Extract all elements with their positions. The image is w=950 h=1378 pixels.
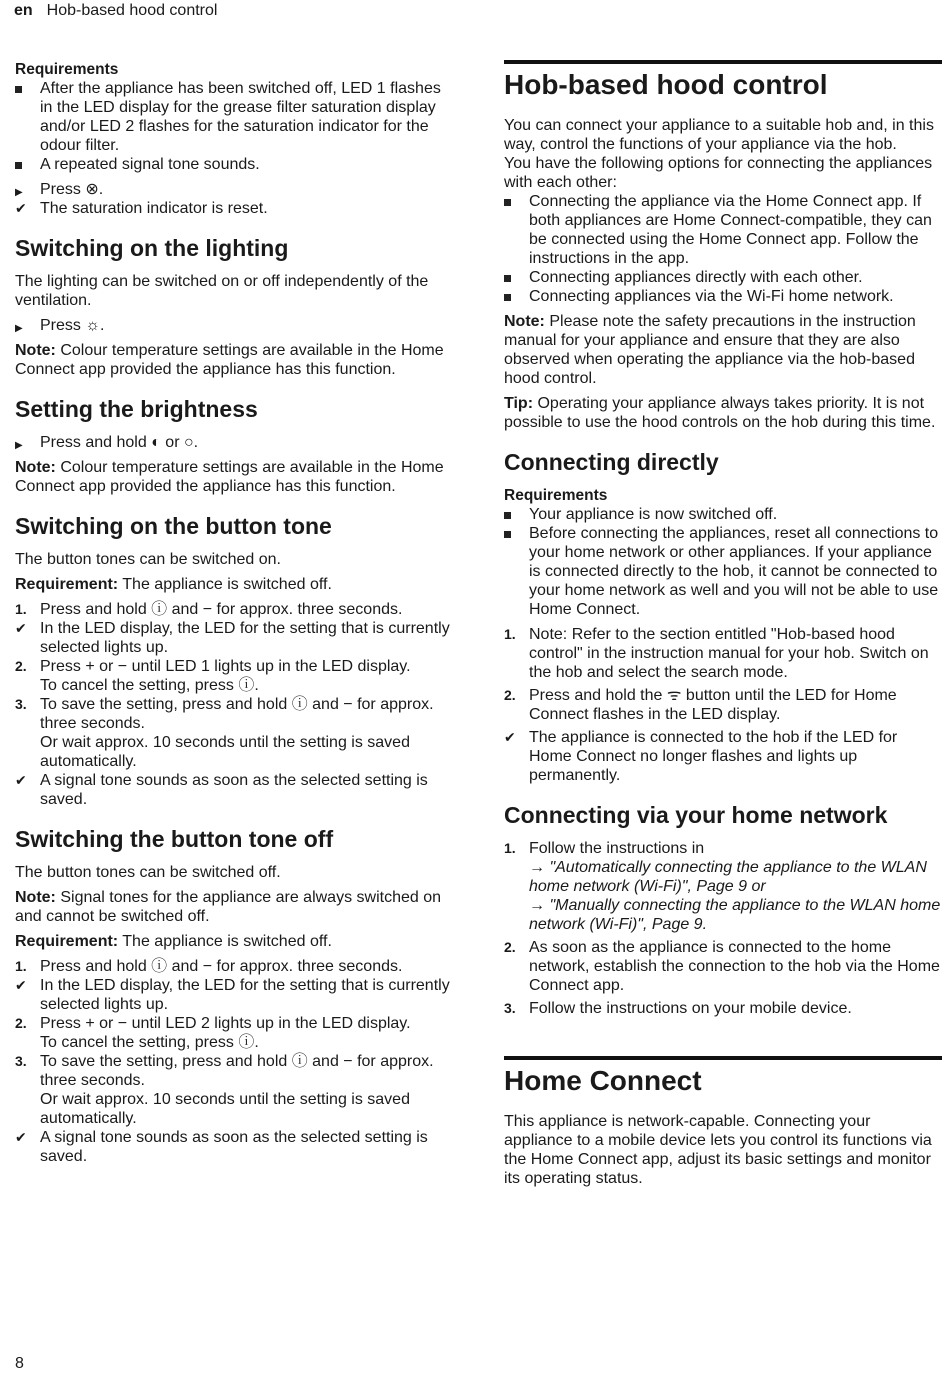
list-item: Connecting appliances directly with each other. [504, 268, 942, 287]
note-colour-2: Note: Colour temperature settings are available in the Home Connect app provided the appliance has this function. [15, 459, 444, 495]
requirements-label: Requirements [15, 61, 119, 78]
requirement-line-2: Requirement: The appliance is switched off. [15, 933, 332, 950]
right-column [504, 60, 942, 1194]
tone-off-text: The button tones can be switched off. [15, 864, 281, 881]
intro-text-1: You can connect your appliance to a suitable hob and, in this way, control the functions of your appliance via the hob. [504, 117, 934, 153]
left-column [15, 60, 455, 1172]
arrow-icon: ▶ [15, 440, 23, 451]
note-signal: Note: Signal tones for the appliance are always switched on and cannot be switched off. [15, 889, 442, 925]
check-icon: ✔ [15, 200, 27, 216]
step-item: 2. Press + or − until LED 1 lights up in the LED display. [15, 658, 411, 675]
step-item: ✔ A signal tone sounds as soon as the selected setting is saved. [15, 772, 428, 808]
step-item: ✔ A signal tone sounds as soon as the selected setting is saved. [15, 1129, 428, 1165]
step-item: Or wait approx. 10 seconds until the setting is saved automatically. [40, 734, 410, 770]
list-item: Before connecting the appliances, reset all connections to your home network or other appliances. If your appliance is connected directly to the hob, it cannot be connected to your home network as well and you will not be able to use Home Connect. [504, 524, 942, 619]
step-item: 2. Press + or − until LED 2 lights up in the LED display. [15, 1015, 411, 1032]
section-title-direct: Connecting directly [504, 449, 719, 475]
section-title-brightness: Setting the brightness [15, 396, 258, 422]
result-step: ✔ The saturation indicator is reset. [15, 200, 268, 217]
step-item: To cancel the setting, press ⓘ. [40, 1034, 259, 1051]
tone-off-steps [15, 957, 455, 1166]
cross-reference-link[interactable]: → "Automatically connecting the appliance to the WLAN home network (Wi-Fi)", Page 9 or [529, 859, 927, 895]
bullet-icon [504, 524, 526, 543]
direct-requirements [504, 505, 942, 619]
step-item: Or wait approx. 10 seconds until the setting is saved automatically. [40, 1091, 410, 1127]
check-icon: ✔ [504, 729, 516, 745]
section-title-tone-on: Switching on the button tone [15, 513, 332, 539]
list-item: Your appliance is now switched off. [504, 505, 942, 524]
tip-priority: Tip: Operating your appliance always takes priority. It is not possible to use the hood controls on the hob during this time. [504, 395, 936, 431]
step-item: 1. Press and hold ⓘ and − for approx. three seconds. [15, 958, 403, 975]
options-list [504, 192, 942, 306]
step-item: ✔ The appliance is connected to the hob if the LED for Home Connect no longer flashes and lights up permanently. [504, 729, 898, 784]
step-item: To cancel the setting, press ⓘ. [40, 677, 259, 694]
step-item: 2. As soon as the appliance is connected to the home network, establish the connection to the hob via the Home Connect app. [504, 939, 940, 994]
lighting-text: The lighting can be switched on or off independently of the ventilation. [15, 273, 429, 309]
section-title-tone-off: Switching the button tone off [15, 826, 334, 852]
step-item: ✔ In the LED display, the LED for the setting that is currently selected lights up. [15, 620, 450, 656]
section-title-lighting: Switching on the lighting [15, 235, 289, 261]
action-step: ▶ Press and hold ◐ or ○. [15, 433, 455, 452]
note-safety: Note: Please note the safety precautions in the instruction manual for your appliance and ensure that they are also observed when operating the appliance via the hob-based hood control. [504, 313, 916, 387]
step-item: 3. Follow the instructions on your mobile device. [504, 1000, 852, 1017]
bullet-icon [504, 505, 526, 524]
check-icon: ✔ [15, 620, 27, 636]
requirements-label: Requirements [504, 487, 608, 504]
check-icon: ✔ [15, 1129, 27, 1145]
check-icon: ✔ [15, 977, 27, 993]
home-connect-text: This appliance is network-capable. Connecting your appliance to a mobile device lets you control its functions via the Home Connect app, adjust its basic settings and monitor its operating status. [504, 1113, 932, 1187]
requirements-list [15, 79, 455, 174]
action-step: ▶ Press ⊗. [15, 180, 455, 199]
bullet-icon [15, 155, 37, 174]
step-item: 1. Note: Refer to the section entitled "Hob-based hood control" in the instruction manual for your hob. Switch on the hob and select the search mode. [504, 626, 929, 681]
tone-on-steps [15, 600, 455, 809]
list-item: Connecting appliances via the Wi-Fi home network. [504, 287, 942, 306]
cross-reference-link[interactable]: → "Manually connecting the appliance to the WLAN home network (Wi-Fi)", Page 9. [529, 897, 941, 933]
page-header [14, 2, 217, 20]
section-title-network: Connecting via your home network [504, 802, 888, 828]
action-step: ▶ Press ☼. [15, 316, 455, 335]
home-connect-title: Home Connect [504, 1056, 942, 1098]
note-colour: Note: Colour temperature settings are available in the Home Connect app provided the appliance has this function. [15, 342, 444, 378]
step-item: 3. To save the setting, press and hold ⓘ and − for approx. three seconds. [15, 696, 434, 732]
check-icon: ✔ [15, 772, 27, 788]
list-item: Connecting the appliance via the Home Connect app. If both appliances are Home Connect-compatible, they can be connected using the Home Connect app. Follow the instructions in the app. [504, 192, 942, 268]
step-item: 1. Follow the instructions in [504, 840, 705, 857]
step-item: 3. To save the setting, press and hold ⓘ and − for approx. three seconds. [15, 1053, 434, 1089]
network-steps [504, 839, 942, 1018]
bullet-icon [504, 287, 526, 306]
bullet-icon [504, 192, 526, 211]
step-item: 2. Press and hold the ᯤ button until the LED for Home Connect flashes in the LED display. [504, 687, 897, 723]
arrow-icon: ▶ [15, 187, 23, 198]
direct-steps [504, 625, 942, 785]
main-title: Hob-based hood control [504, 60, 942, 102]
arrow-icon: ▶ [15, 323, 23, 334]
language-code: en [14, 2, 33, 19]
tone-on-text: The button tones can be switched on. [15, 551, 281, 568]
bullet-icon [504, 268, 526, 287]
page-number: 8 [15, 1355, 24, 1372]
step-item: ✔ In the LED display, the LED for the setting that is currently selected lights up. [15, 977, 450, 1013]
intro-text-2: You have the following options for connecting the appliances with each other: [504, 155, 933, 191]
bullet-icon [15, 79, 37, 98]
requirement-line: Requirement: The appliance is switched off. [15, 576, 332, 593]
list-item: A repeated signal tone sounds. [15, 155, 455, 174]
step-item: 1. Press and hold ⓘ and − for approx. three seconds. [15, 601, 403, 618]
header-title: Hob-based hood control [46, 2, 218, 19]
list-item: After the appliance has been switched off, LED 1 flashes in the LED display for the grease filter saturation display and/or LED 2 flashes for the saturation indicator for the odour filter. [15, 79, 455, 155]
